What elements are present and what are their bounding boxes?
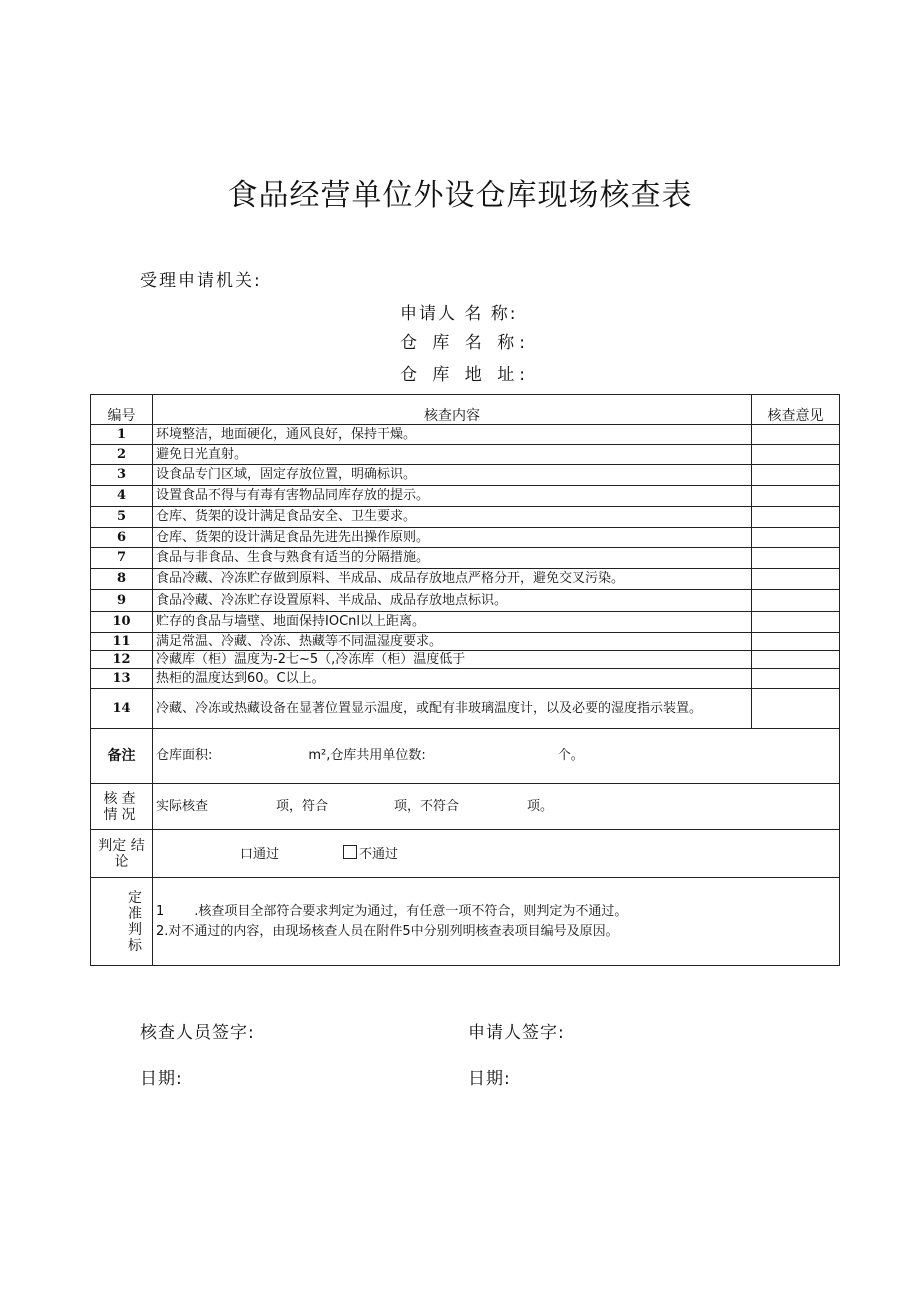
item-content: 仓库、货架的设计满足食品安全、卫生要求。 <box>153 507 752 528</box>
pass-option[interactable]: 口通过 <box>240 846 280 862</box>
item-number: 2 <box>91 445 153 465</box>
criteria-line-1-text: .核查项目全部符合要求判定为通过，有任意一项不符合，则判定为不通过。 <box>194 903 628 919</box>
item-content: 食品与非食品、生食与熟食有适当的分隔措施。 <box>153 548 752 569</box>
criteria-row <box>91 878 840 966</box>
item-opinion-cell[interactable] <box>752 669 840 689</box>
check-situation-content <box>153 784 840 830</box>
inspector-date-label: 日期: <box>140 1069 183 1089</box>
item-content: 环境整洁，地面硬化，通风良好，保持干燥。 <box>153 425 752 445</box>
count-unit-label: 个。 <box>557 748 584 763</box>
check-situation-label: 核查 情况 <box>91 784 153 830</box>
item-opinion-cell[interactable] <box>752 486 840 507</box>
table-row <box>91 689 840 729</box>
conclusion-content <box>153 830 840 878</box>
criteria-label-cell <box>91 878 153 966</box>
column-header-number: 编号 <box>91 395 153 425</box>
criteria-line-1-number: 1 <box>156 903 165 919</box>
agency-label: 受理申请机关: <box>140 271 262 291</box>
item-content: 热柜的温度达到60。C以上。 <box>153 669 752 689</box>
table-row <box>91 425 840 445</box>
item-number: 4 <box>91 486 153 507</box>
table-row <box>91 507 840 528</box>
item-content: 满足常温、冷藏、冷冻、热藏等不同温湿度要求。 <box>153 633 752 651</box>
table-row <box>91 548 840 569</box>
item-opinion-cell[interactable] <box>752 465 840 486</box>
item-number: 7 <box>91 548 153 569</box>
item-content: 仓库、货架的设计满足食品先进先出操作原则。 <box>153 528 752 548</box>
fail-option[interactable]: 不通过 <box>359 846 399 862</box>
table-row <box>91 569 840 590</box>
item-opinion-cell[interactable] <box>752 590 840 612</box>
item-content: 设置食品不得与有毒有害物品同库存放的提示。 <box>153 486 752 507</box>
item-number: 13 <box>91 669 153 689</box>
item-opinion-cell[interactable] <box>752 612 840 633</box>
item-content: 设食品专门区域，固定存放位置，明确标识。 <box>153 465 752 486</box>
table-row <box>91 669 840 689</box>
nonconform-label: 项，不符合 <box>394 798 460 814</box>
item-opinion-cell[interactable] <box>752 548 840 569</box>
inspection-table <box>90 394 840 966</box>
item-opinion-cell[interactable] <box>752 528 840 548</box>
page-title: 食品经营单位外设仓库现场核查表 <box>227 178 693 213</box>
item-number: 12 <box>91 651 153 669</box>
item-content: 冷藏库（柜）温度为-2七~5（,冷冻库（柜）温度低于 <box>153 651 752 669</box>
item-content: 食品冷藏、冷冻贮存设置原料、半成品、成品存放地点标识。 <box>153 590 752 612</box>
item-number: 10 <box>91 612 153 633</box>
item-content: 贮存的食品与墙壁、地面保持IOCnl以上距离。 <box>153 612 752 633</box>
item-opinion-cell[interactable] <box>752 569 840 590</box>
item-opinion-cell[interactable] <box>752 507 840 528</box>
table-row <box>91 590 840 612</box>
criteria-label: 定准判标 <box>128 889 142 954</box>
conform-label: 项，符合 <box>276 798 329 814</box>
item-opinion-cell[interactable] <box>752 633 840 651</box>
criteria-line-2: 2.对不通过的内容，由现场核查人员在附件5中分别列明核查表项目编号及原因。 <box>156 923 619 939</box>
criteria-content <box>153 878 840 966</box>
item-opinion-cell[interactable] <box>752 425 840 445</box>
warehouse-name-label: 仓 库 名 称: <box>400 333 530 353</box>
remarks-content <box>153 729 840 784</box>
applicant-signature-label: 申请人签字: <box>468 1023 565 1043</box>
item-content: 食品冷藏、冷冻贮存做到原料、半成品、成品存放地点严格分开，避免交叉污染。 <box>153 569 752 590</box>
criteria-line-1 <box>156 902 836 922</box>
item-number: 3 <box>91 465 153 486</box>
table-row <box>91 633 840 651</box>
inspector-signature-label: 核查人员签字: <box>140 1023 255 1043</box>
item-opinion-cell[interactable] <box>752 445 840 465</box>
item-number: 8 <box>91 569 153 590</box>
item-content: 避免日光直射。 <box>153 445 752 465</box>
warehouse-address-label: 仓 库 地 址: <box>400 365 530 385</box>
item-number: 6 <box>91 528 153 548</box>
conclusion-label: 判定 结论 <box>91 830 153 878</box>
area-label: 仓库面积: <box>156 748 213 763</box>
item-number: 5 <box>91 507 153 528</box>
fail-checkbox[interactable] <box>343 845 357 859</box>
table-header-row <box>91 395 840 425</box>
item-opinion-cell[interactable] <box>752 651 840 669</box>
actual-check-label: 实际核查 <box>156 798 209 814</box>
item-number: 11 <box>91 633 153 651</box>
item-opinion-cell[interactable] <box>752 689 840 729</box>
table-row <box>91 465 840 486</box>
table-row <box>91 445 840 465</box>
area-unit-label: m²,仓库共用单位数: <box>308 748 426 763</box>
check-situation-row <box>91 784 840 830</box>
applicant-name-label: 申请人 名 称: <box>400 304 518 324</box>
item-number: 9 <box>91 590 153 612</box>
applicant-date-label: 日期: <box>468 1069 511 1089</box>
item-content: 冷藏、冷冻或热藏设备在显著位置显示温度，或配有非玻璃温度计，以及必要的湿度指示装置。 <box>153 689 752 729</box>
column-header-opinion: 核查意见 <box>752 395 840 425</box>
remarks-row <box>91 729 840 784</box>
items-end-label: 项。 <box>527 798 554 814</box>
item-number: 14 <box>91 689 153 729</box>
item-number: 1 <box>91 425 153 445</box>
conclusion-row <box>91 830 840 878</box>
column-header-content: 核查内容 <box>153 395 752 425</box>
table-row <box>91 612 840 633</box>
remarks-label: 备注 <box>91 729 153 784</box>
table-row <box>91 528 840 548</box>
table-row <box>91 486 840 507</box>
table-row <box>91 651 840 669</box>
